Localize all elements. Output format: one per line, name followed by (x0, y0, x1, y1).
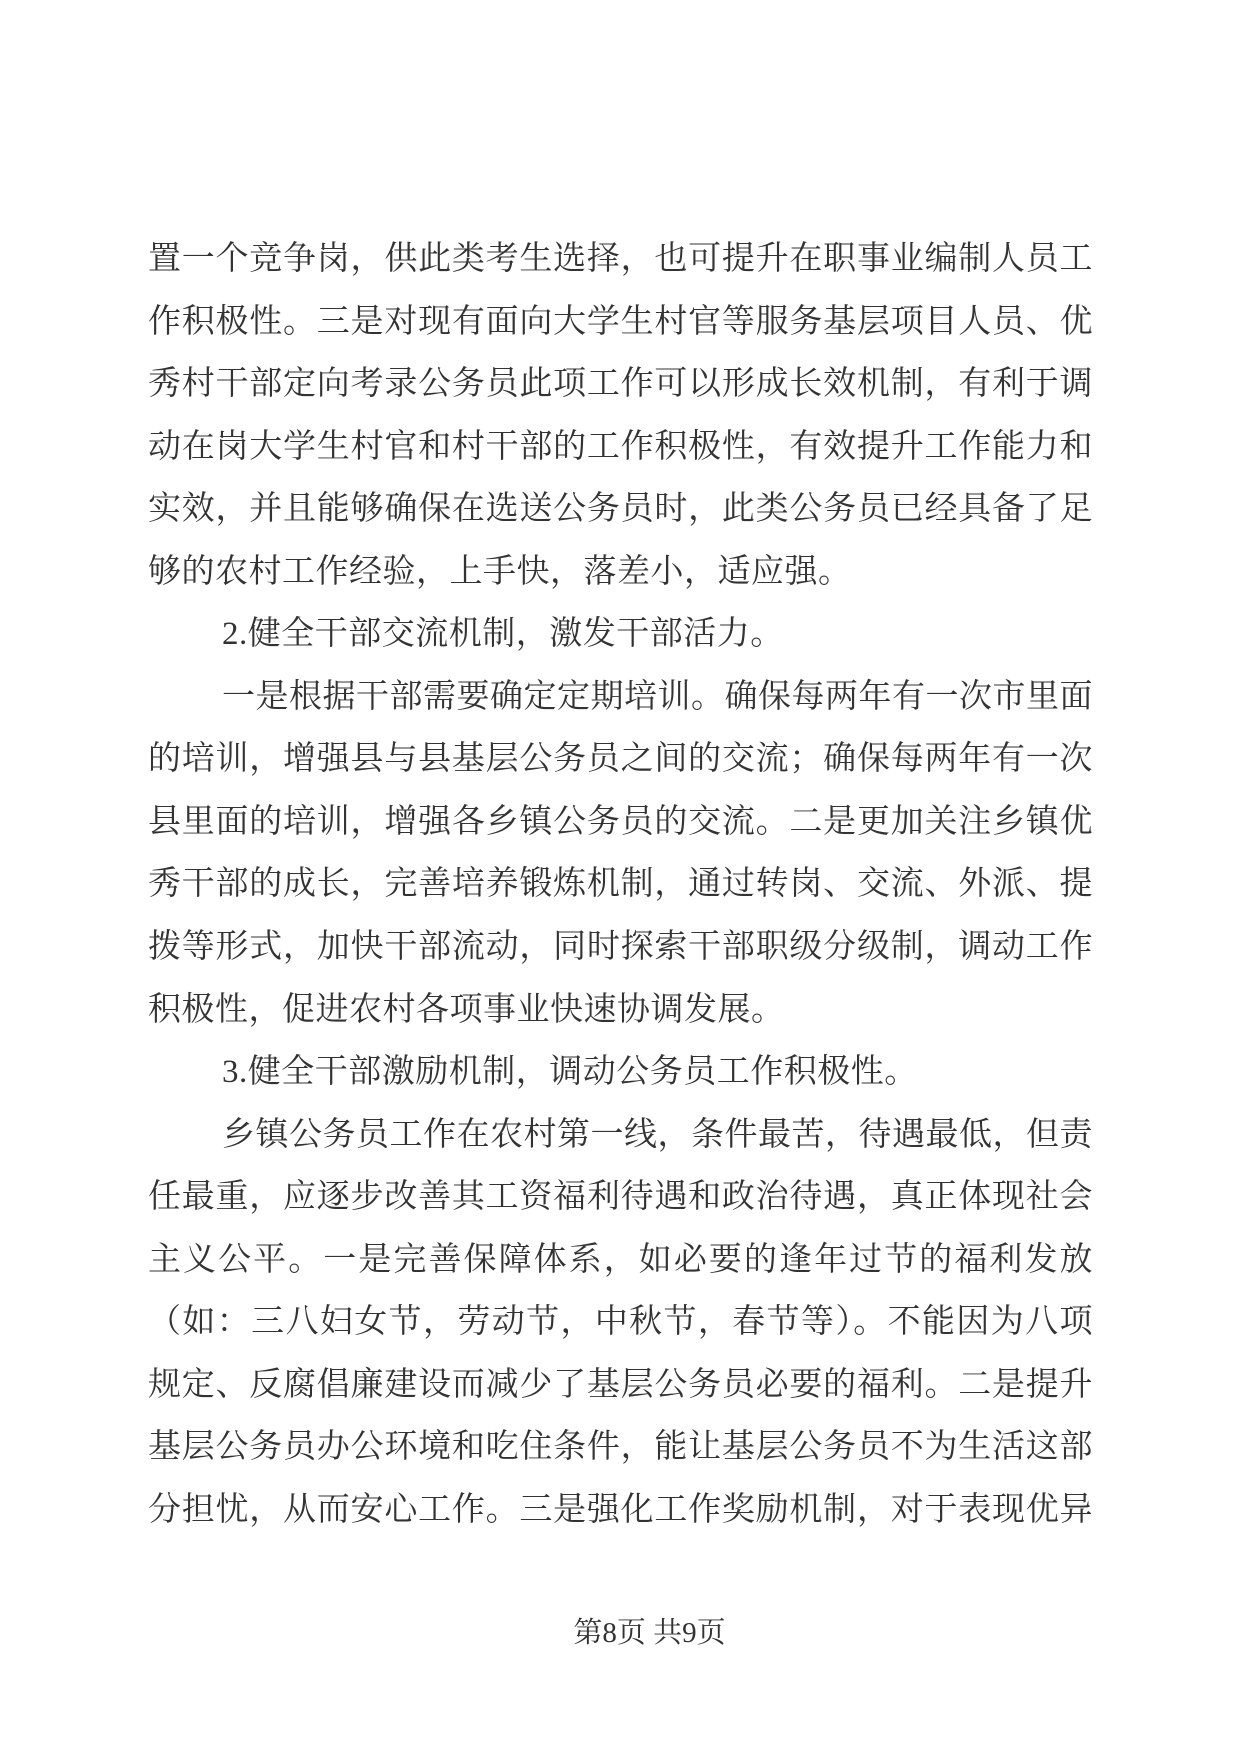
text-line: 实效，并且能够确保在选送公务员时，此类公务员已经具备了足 (148, 491, 1093, 528)
text-line: 积极性，促进农村各项事业快速协调发展。 (148, 991, 785, 1028)
text-line: 乡镇公务员工作在农村第一线，条件最苦，待遇最低，但责 (222, 1116, 1093, 1153)
text-line: 一是根据干部需要确定定期培训。确保每两年有一次市里面 (222, 678, 1093, 715)
text-line: 够的农村工作经验，上手快，落差小，适应强。 (148, 553, 852, 590)
text-line: 拨等形式，加快干部流动，同时探索干部职级分级制，调动工作 (148, 929, 1093, 966)
text-line: 任最重，应逐步改善其工资福利待遇和政治待遇，真正体现社会 (148, 1179, 1093, 1216)
text-line: 主义公平。一是完善保障体系，如必要的逢年过节的福利发放 (148, 1241, 1093, 1278)
text-line: 置一个竞争岗，供此类考生选择，也可提升在职事业编制人员工 (148, 241, 1093, 277)
text-line: 动在岗大学生村官和村干部的工作积极性，有效提升工作能力和 (148, 428, 1093, 465)
text-line: （如：三八妇女节，劳动节，中秋节，春节等）。不能因为八项 (148, 1304, 1093, 1341)
text-line: 分担忧，从而安心工作。三是强化工作奖励机制，对于表现优异 (148, 1491, 1093, 1528)
text-line-numbered-heading: 3.健全干部激励机制，调动公务员工作积极性。 (222, 1054, 918, 1091)
text-line: 规定、反腐倡廉建设而减少了基层公务员必要的福利。二是提升 (148, 1366, 1093, 1403)
text-line: 作积极性。三是对现有面向大学生村官等服务基层项目人员、优 (148, 303, 1093, 340)
text-line: 秀村干部定向考录公务员此项工作可以形成长效机制，有利于调 (148, 366, 1093, 403)
page-number-footer: 第8页 共9页 (573, 1617, 726, 1650)
text-line: 的培训，增强县与县基层公务员之间的交流；确保每两年有一次 (148, 741, 1093, 778)
text-line: 基层公务员办公环境和吃住条件，能让基层公务员不为生活这部 (148, 1429, 1093, 1466)
text-line-numbered-heading: 2.健全干部交流机制，激发干部活力。 (222, 616, 784, 653)
text-line: 县里面的培训，增强各乡镇公务员的交流。二是更加关注乡镇优 (148, 803, 1093, 840)
text-line: 秀干部的成长，完善培养锻炼机制，通过转岗、交流、外派、提 (148, 866, 1093, 903)
